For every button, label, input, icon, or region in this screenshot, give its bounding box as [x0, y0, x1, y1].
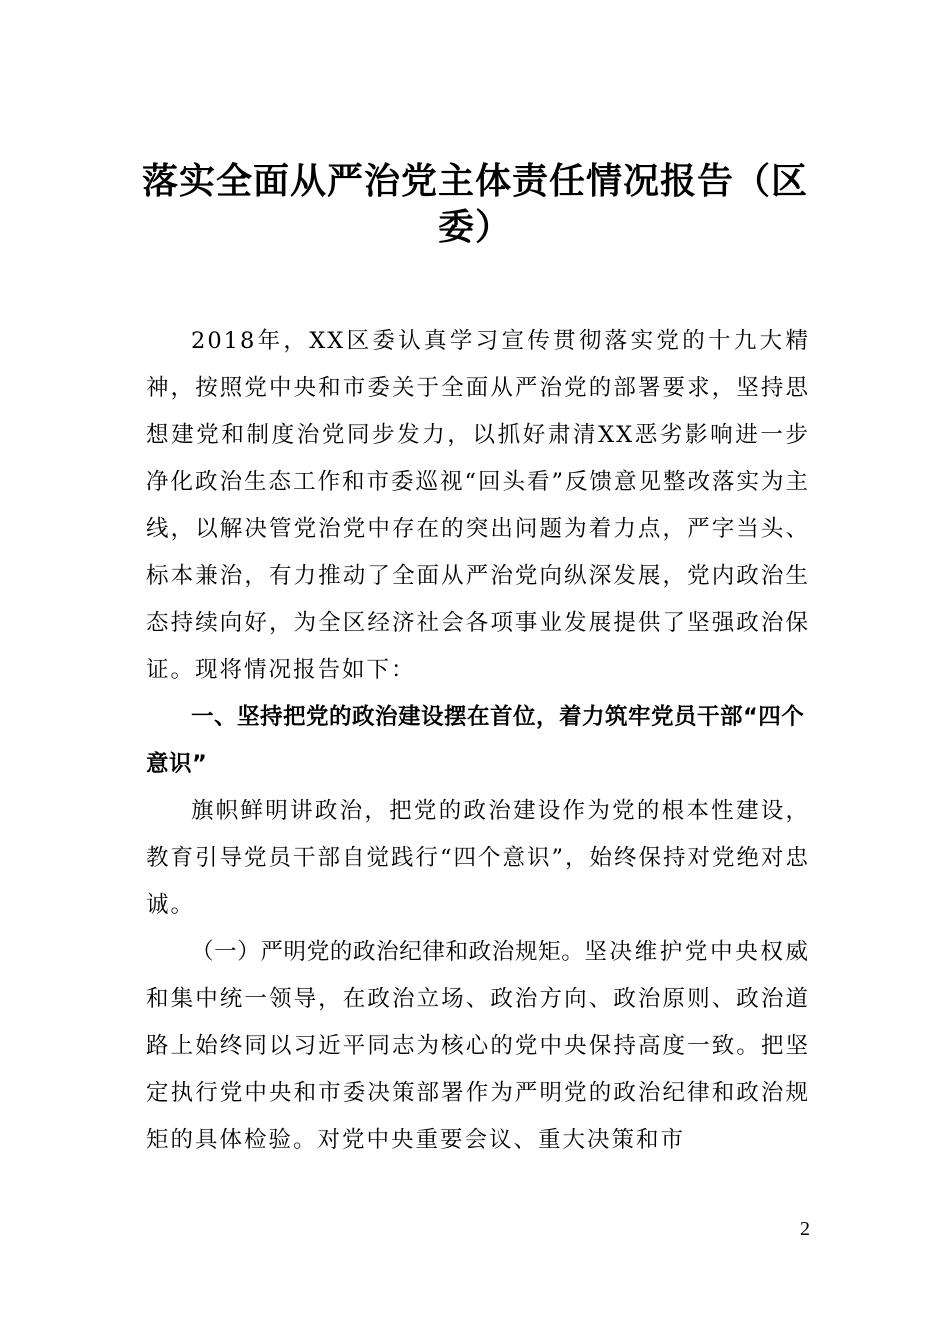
subsection-heading: （一）严明党的政治纪律和政治规矩。 [191, 939, 585, 965]
document-body [146, 318, 810, 1164]
subsection-text: 坚决维护党中央权威和集中统一领导，在政治立场、政治方向、政治原则、政治道路上始终同以习近平同志为核心的党中央保持高度一致。把坚定执行党中央和市委决策部署作为严明党的政治纪律和政治规矩的具体检验。对党中央重要会议、重大决策和市 [146, 939, 810, 1153]
section-heading: 一、坚持把党的政治建设摆在首位，着力筑牢党员干部“四个意识” [146, 704, 805, 777]
document-title: 落实全面从严治党主体责任情况报告（区委） [141, 160, 808, 248]
subsection-paragraph [146, 929, 810, 1164]
page-number: 2 [800, 1218, 810, 1240]
section-paragraph: 旗帜鲜明讲政治，把党的政治建设作为党的根本性建设，教育引导党员干部自觉践行“四个意识”，始终保持对党绝对忠诚。 [146, 798, 811, 918]
intro-paragraph: 2018年，XX区委认真学习宣传贯彻落实党的十九大精神，按照党中央和市委关于全面从严治党的部署要求，坚持思想建党和制度治党同步发力，以抓好肃清XX恶劣影响进一步净化政治生态工作和市委巡视“回头看”反馈意见整改落实为主线，以解决管党治党中存在的突出问题为着力点，严字当头、标本兼治，有力推动了全面从严治党向纵深发展，党内政治生态持续向好，为全区经济社会各项事业发展提供了坚强政治保证。现将情况报告如下： [146, 328, 811, 683]
